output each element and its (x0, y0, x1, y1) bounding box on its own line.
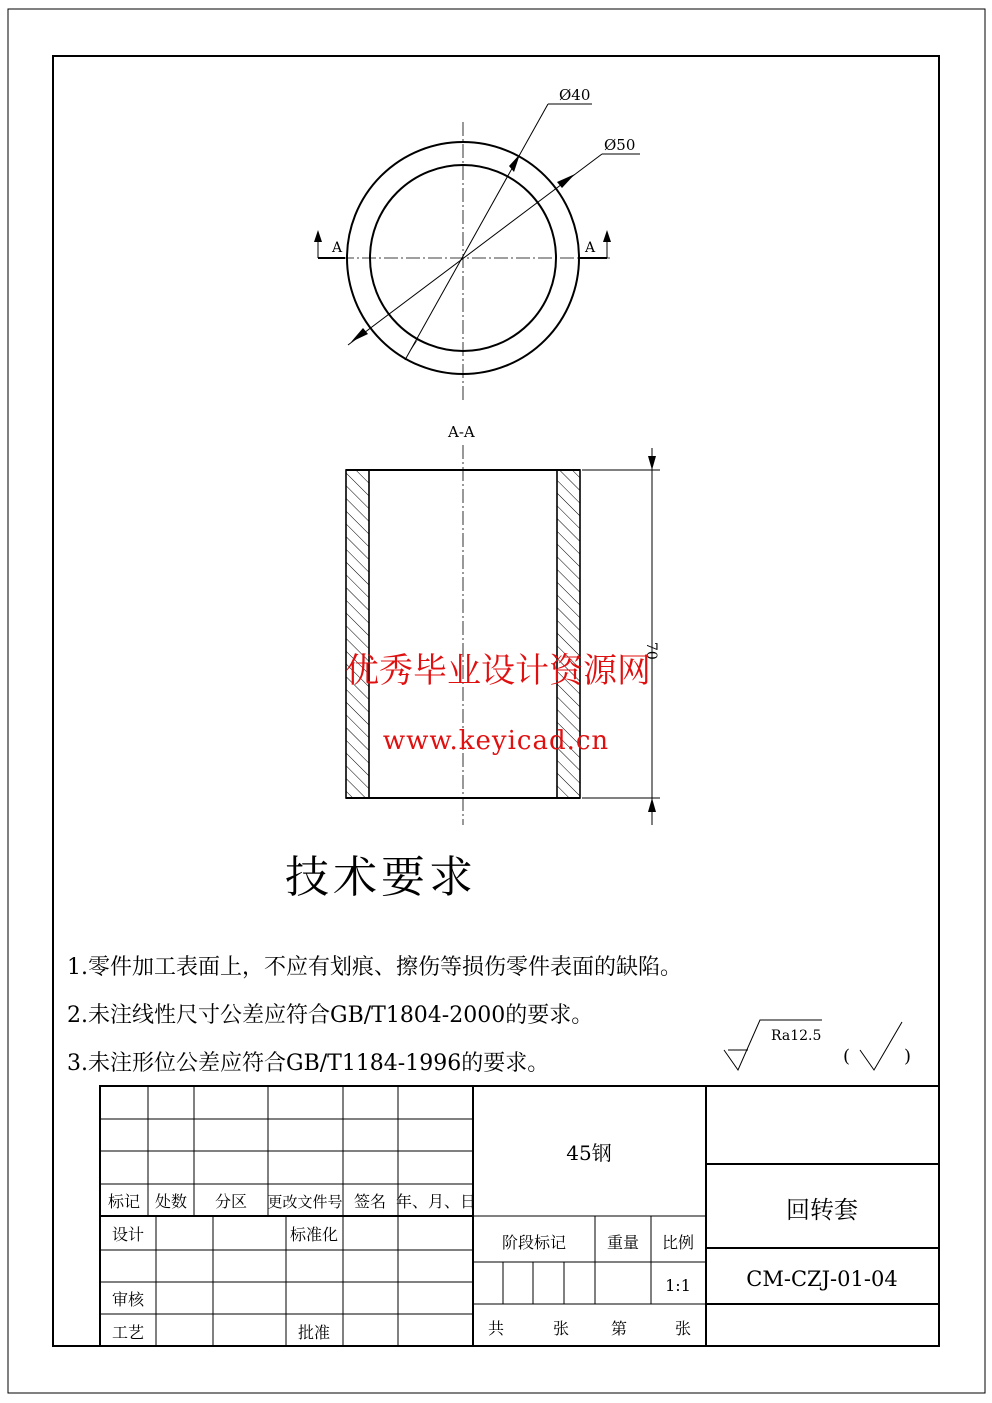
dim-inner-arrow-bottom (409, 338, 419, 353)
top-view (314, 86, 640, 400)
rev-header-mark: 标记 (107, 1192, 141, 1211)
dim-outer-label: Ø50 (604, 136, 636, 154)
roughness-symbol (724, 1020, 911, 1070)
scale-value: 1:1 (665, 1276, 691, 1295)
rev-header-sign: 签名 (353, 1192, 387, 1211)
roughness-general-check-icon (860, 1022, 902, 1070)
rev-header-count: 处数 (154, 1192, 188, 1211)
label-process: 工艺 (111, 1323, 145, 1342)
wall-left-hatch (346, 470, 369, 798)
rev-header-date: 年、月、日 (395, 1192, 477, 1211)
label-weight: 重量 (606, 1233, 640, 1252)
drawing-number: CM-CZJ-01-04 (746, 1267, 898, 1291)
dim-inner-label: Ø40 (559, 86, 591, 104)
section-arrow-left (314, 230, 322, 242)
label-design: 设计 (111, 1225, 145, 1244)
tech-req-item-1: 1.零件加工表面上，不应有划痕、擦伤等损伤零件表面的缺陷。 (67, 955, 682, 980)
title-block (100, 1086, 939, 1346)
section-mark-right: A (585, 240, 596, 256)
label-sheets-unit-2: 张 (674, 1319, 692, 1338)
rev-header-docno: 更改文件号 (267, 1193, 343, 1211)
roughness-paren-right: ) (904, 1046, 912, 1067)
section-title: A-A (448, 423, 475, 441)
dim-outer-arrow-bottom (351, 328, 368, 342)
label-standardization: 标准化 (289, 1225, 339, 1244)
section-mark-left: A (332, 240, 343, 256)
watermark-title: 优秀毕业设计资源网 (345, 651, 651, 691)
roughness-paren-left: ( (843, 1046, 851, 1067)
dim-length-arrow-bottom (648, 798, 656, 812)
dim-inner-arrow-top (509, 154, 520, 172)
section-arrow-right (603, 230, 611, 242)
material: 45钢 (566, 1141, 612, 1165)
tech-req-item-2: 2.未注线性尺寸公差应符合GB/T1804-2000的要求。 (67, 1003, 594, 1028)
label-review: 审核 (111, 1290, 145, 1309)
tech-req-heading: 技术要求 (285, 852, 477, 903)
label-stage-mark: 阶段标记 (501, 1233, 567, 1252)
label-sheets-unit-1: 张 (552, 1319, 570, 1338)
tech-req-item-3: 3.未注形位公差应符合GB/T1184-1996的要求。 (67, 1051, 550, 1076)
section-view (346, 423, 660, 825)
label-sheets-total: 共 (487, 1319, 505, 1338)
label-sheet-no: 第 (610, 1319, 628, 1338)
label-scale: 比例 (661, 1233, 695, 1252)
dim-length-label: 70 (643, 642, 659, 660)
outer-border (8, 9, 985, 1393)
dim-length-arrow-top (648, 456, 656, 470)
rev-header-zone: 分区 (214, 1192, 248, 1211)
watermark-url: www.keyicad.cn (382, 726, 610, 756)
inner-frame (53, 56, 939, 1346)
label-approve: 批准 (297, 1323, 331, 1342)
part-name: 回转套 (786, 1196, 858, 1224)
roughness-value: Ra12.5 (771, 1028, 822, 1044)
